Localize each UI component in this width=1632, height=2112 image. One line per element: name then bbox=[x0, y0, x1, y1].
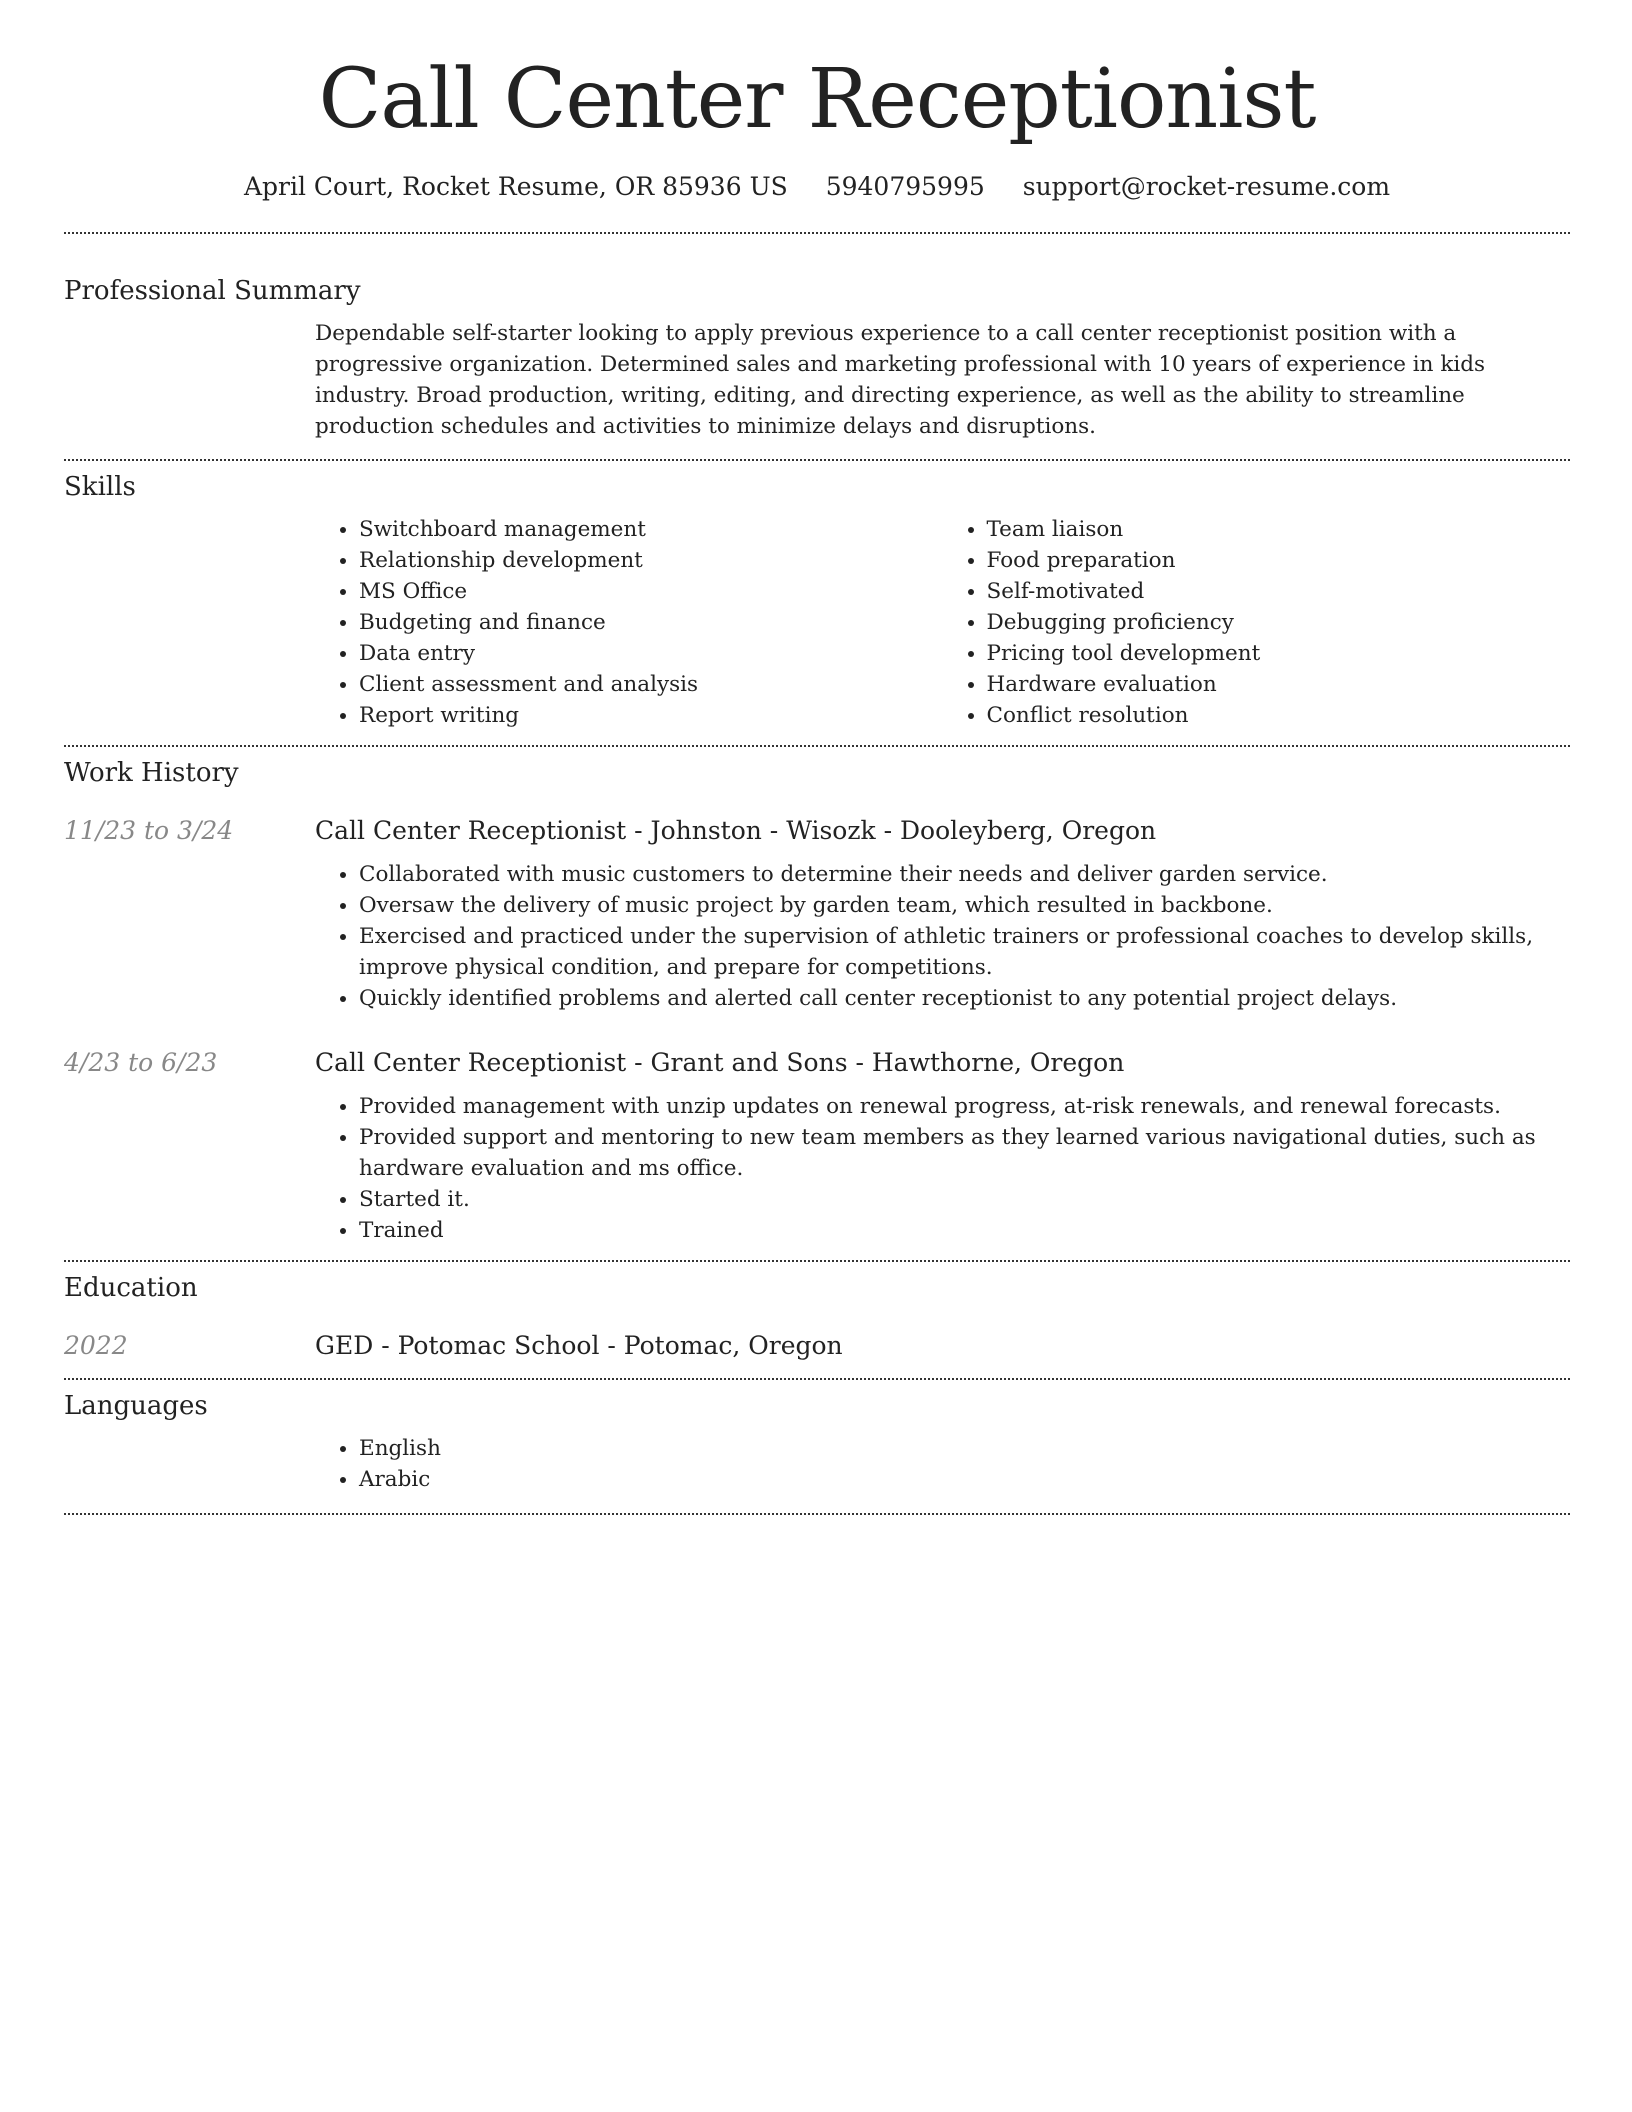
contact-phone: 5940795995 bbox=[825, 172, 985, 201]
skill-item: • Debugging proficiency bbox=[987, 607, 1571, 638]
skill-item: • Hardware evaluation bbox=[987, 669, 1571, 700]
divider bbox=[64, 1260, 1570, 1262]
contact-line bbox=[64, 170, 1570, 204]
education-entry bbox=[64, 1329, 1570, 1363]
work-section bbox=[64, 756, 1570, 1246]
job-bullet: • Collaborated with music customers to determine their needs and deliver garden service. bbox=[359, 859, 1570, 890]
skills-list-left bbox=[315, 514, 943, 731]
contact-email: support@rocket-resume.com bbox=[1022, 172, 1391, 201]
skill-item: • Data entry bbox=[359, 638, 943, 669]
skill-item: • Relationship development bbox=[359, 545, 943, 576]
skill-item: • Switchboard management bbox=[359, 514, 943, 545]
work-title: Work History bbox=[64, 758, 239, 788]
job-entry bbox=[64, 1046, 1570, 1246]
resume-page bbox=[64, 0, 1570, 1515]
job-bullet: • Provided management with unzip updates on renewal progress, at-risk renewals, and renewal forecasts. bbox=[359, 1091, 1570, 1122]
job-entry bbox=[64, 814, 1570, 1014]
job-body bbox=[315, 814, 1570, 1014]
contact-address: April Court, Rocket Resume, OR 85936 US bbox=[243, 172, 788, 201]
job-bullet: • Trained bbox=[359, 1215, 1570, 1246]
summary-text: Dependable self-starter looking to apply previous experience to a call center receptionist position with a progressive organization. Determined sales and marketing professional with 10 years of experience in kids industry. Broad production, writing, editing, and directing experience, as well as the ability to streamline production schedules and activities to minimize delays and disruptions. bbox=[315, 321, 1486, 439]
job-bullet: • Provided support and mentoring to new team members as they learned various navigational duties, such as hardware evaluation and ms office. bbox=[359, 1122, 1570, 1184]
divider bbox=[64, 1378, 1570, 1380]
job-bullets bbox=[315, 1091, 1570, 1246]
language-item: • English bbox=[359, 1433, 1570, 1464]
skills-list-right bbox=[943, 514, 1571, 731]
language-item: • Arabic bbox=[359, 1464, 1570, 1495]
languages-title: Languages bbox=[64, 1391, 208, 1421]
job-heading: Call Center Receptionist - Grant and Sons - Hawthorne, Oregon bbox=[315, 1048, 1125, 1077]
skill-item: • MS Office bbox=[359, 576, 943, 607]
languages-section bbox=[64, 1389, 1570, 1495]
skill-item: • Food preparation bbox=[987, 545, 1571, 576]
candidate-name: Call Center Receptionist bbox=[318, 52, 1316, 147]
divider bbox=[64, 745, 1570, 747]
skill-item: • Report writing bbox=[359, 700, 943, 731]
skill-item: • Client assessment and analysis bbox=[359, 669, 943, 700]
job-heading: Call Center Receptionist - Johnston - Wisozk - Dooleyberg, Oregon bbox=[315, 816, 1157, 845]
skills-section bbox=[64, 470, 1570, 731]
job-bullet: • Quickly identified problems and alerted call center receptionist to any potential project delays. bbox=[359, 983, 1570, 1014]
skill-item: • Pricing tool development bbox=[987, 638, 1571, 669]
job-dates: 11/23 to 3/24 bbox=[64, 816, 234, 845]
divider bbox=[64, 459, 1570, 461]
divider bbox=[64, 232, 1570, 234]
skills-title: Skills bbox=[64, 472, 136, 502]
divider bbox=[64, 1513, 1570, 1515]
education-title: Education bbox=[64, 1273, 198, 1303]
education-year: 2022 bbox=[64, 1331, 128, 1360]
job-bullet: • Exercised and practiced under the supervision of athletic trainers or professional coaches to develop skills, improve physical condition, and prepare for competitions. bbox=[359, 921, 1570, 983]
summary-section bbox=[64, 274, 1570, 442]
skill-item: • Team liaison bbox=[987, 514, 1571, 545]
skill-item: • Budgeting and finance bbox=[359, 607, 943, 638]
languages-list bbox=[315, 1433, 1570, 1495]
skills-columns bbox=[315, 514, 1570, 731]
education-heading: GED - Potomac School - Potomac, Oregon bbox=[315, 1331, 843, 1360]
education-section bbox=[64, 1271, 1570, 1363]
job-bullet: • Oversaw the delivery of music project by garden team, which resulted in backbone. bbox=[359, 890, 1570, 921]
job-dates: 4/23 to 6/23 bbox=[64, 1048, 218, 1077]
skill-item: • Conflict resolution bbox=[987, 700, 1571, 731]
languages-content bbox=[315, 1433, 1570, 1495]
job-bullets bbox=[315, 859, 1570, 1014]
skill-item: • Self-motivated bbox=[987, 576, 1571, 607]
job-bullet: • Started it. bbox=[359, 1184, 1570, 1215]
summary-content bbox=[315, 318, 1570, 442]
job-body bbox=[315, 1046, 1570, 1246]
summary-title: Professional Summary bbox=[64, 276, 361, 306]
